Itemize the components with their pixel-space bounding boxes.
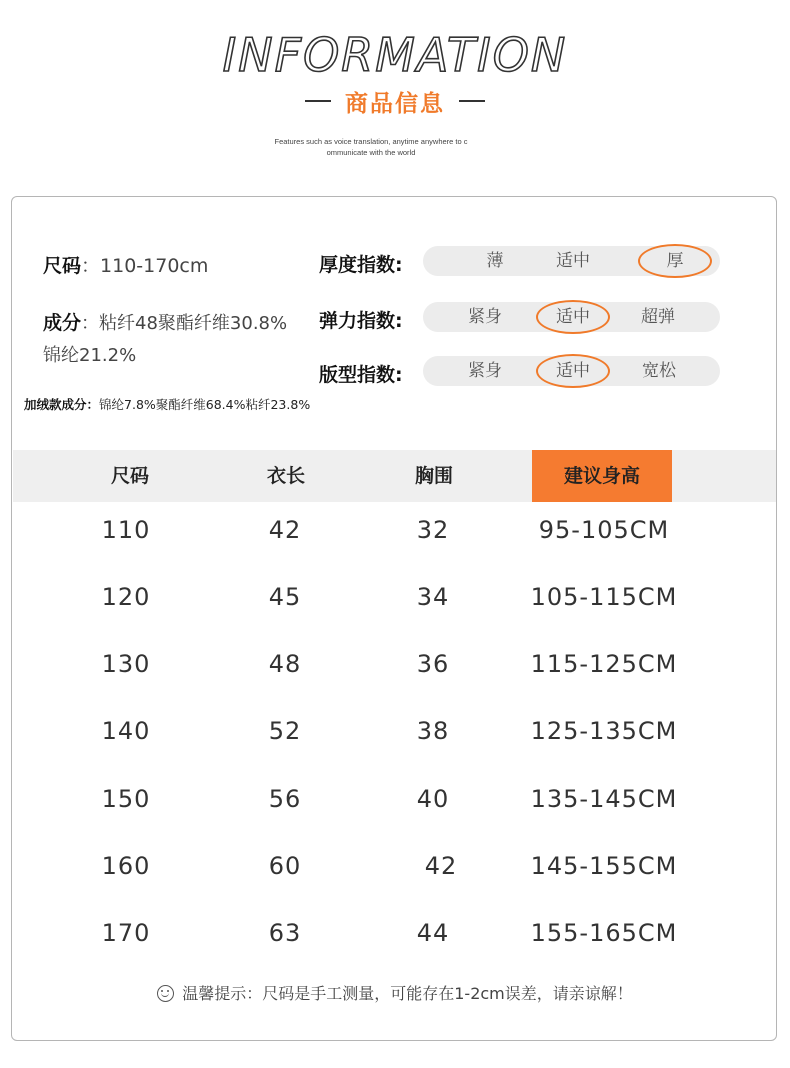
table-row (12, 779, 775, 819)
cell-size: 120 (101, 583, 151, 611)
cell-length: 48 (268, 650, 302, 678)
size-info (43, 251, 208, 278)
smile-icon (157, 985, 174, 1002)
thickness-option-medium: 适中 (556, 251, 590, 271)
thickness-index-scale (423, 246, 720, 276)
elasticity-option-medium-selected: 适中 (533, 302, 613, 332)
fit-option-medium-selected: 适中 (533, 356, 613, 386)
fit-index-scale (423, 356, 720, 386)
title-right-dash (459, 100, 485, 102)
cell-length: 45 (268, 583, 302, 611)
elasticity-index-scale (423, 302, 720, 332)
cell-chest: 34 (416, 583, 450, 611)
cell-height: 125-135CM (530, 717, 678, 745)
fleece-label: 加绒款成分： (24, 397, 100, 412)
composition-value-line2: 锦纶21.2% (43, 345, 137, 366)
table-row (12, 913, 775, 953)
header-length: 衣长 (266, 465, 305, 487)
size-value: ：110-170cm (81, 255, 209, 277)
composition-label: 成分 (43, 312, 82, 334)
fleece-value: 锦纶7.8%聚酯纤维68.4%粘纤23.8% (99, 397, 311, 412)
header-size: 尺码 (110, 465, 149, 487)
measurement-tip (12, 981, 778, 1004)
cell-length: 42 (268, 516, 302, 544)
features-line-2: ommunicate with the world (326, 148, 416, 157)
title-left-dash (305, 100, 331, 102)
cell-chest: 38 (416, 717, 450, 745)
features-line-1: Features such as voice translation, anytime anywhere to c (274, 137, 468, 146)
cell-height: 115-125CM (530, 650, 678, 678)
cell-size: 170 (101, 919, 151, 947)
cell-length: 60 (268, 852, 302, 880)
features-caption (258, 136, 484, 158)
table-row (12, 510, 775, 550)
table-row (12, 711, 775, 751)
cell-height: 135-145CM (530, 785, 678, 813)
cell-chest: 42 (424, 852, 458, 880)
title-chinese: 商品信息 (345, 90, 445, 117)
thickness-option-thin: 薄 (486, 251, 504, 271)
cell-length: 52 (268, 717, 302, 745)
cell-chest: 40 (416, 785, 450, 813)
cell-height: 105-115CM (530, 583, 678, 611)
thickness-option-thick-selected: 厚 (635, 246, 715, 276)
tip-text: 温馨提示：尺码是手工测量，可能存在1-2cm误差，请亲谅解！ (182, 984, 633, 1003)
composition-info (43, 307, 343, 372)
cell-length: 63 (268, 919, 302, 947)
thickness-index-label: 厚度指数: (319, 254, 403, 276)
elasticity-index-label: 弹力指数: (319, 310, 403, 332)
info-panel (11, 196, 777, 1041)
elasticity-option-tight: 紧身 (468, 307, 502, 327)
cell-size: 130 (101, 650, 151, 678)
cell-height: 95-105CM (538, 516, 670, 544)
fit-index-label: 版型指数: (319, 364, 403, 386)
cell-length: 56 (268, 785, 302, 813)
cell-chest: 32 (416, 516, 450, 544)
cell-size: 110 (101, 516, 151, 544)
title-cn-row (0, 84, 790, 118)
table-row (12, 644, 775, 684)
size-label: 尺码 (43, 255, 82, 277)
cell-chest: 44 (416, 919, 450, 947)
cell-chest: 36 (416, 650, 450, 678)
size-table-header (13, 450, 776, 502)
composition-value-line1: ：粘纤48聚酯纤维30.8% (81, 313, 288, 334)
cell-height: 155-165CM (530, 919, 678, 947)
header-chest: 胸围 (414, 465, 453, 487)
header (0, 0, 790, 180)
cell-size: 160 (101, 852, 151, 880)
header-height-highlight: 建议身高 (532, 450, 672, 502)
fleece-composition (24, 395, 310, 413)
cell-size: 140 (101, 717, 151, 745)
title-english: INFORMATION (222, 28, 568, 82)
table-row (12, 846, 775, 886)
table-row (12, 577, 775, 617)
fit-option-tight: 紧身 (468, 361, 502, 381)
elasticity-option-super: 超弹 (641, 307, 675, 327)
cell-height: 145-155CM (530, 852, 678, 880)
fit-option-loose: 宽松 (642, 361, 676, 381)
cell-size: 150 (101, 785, 151, 813)
